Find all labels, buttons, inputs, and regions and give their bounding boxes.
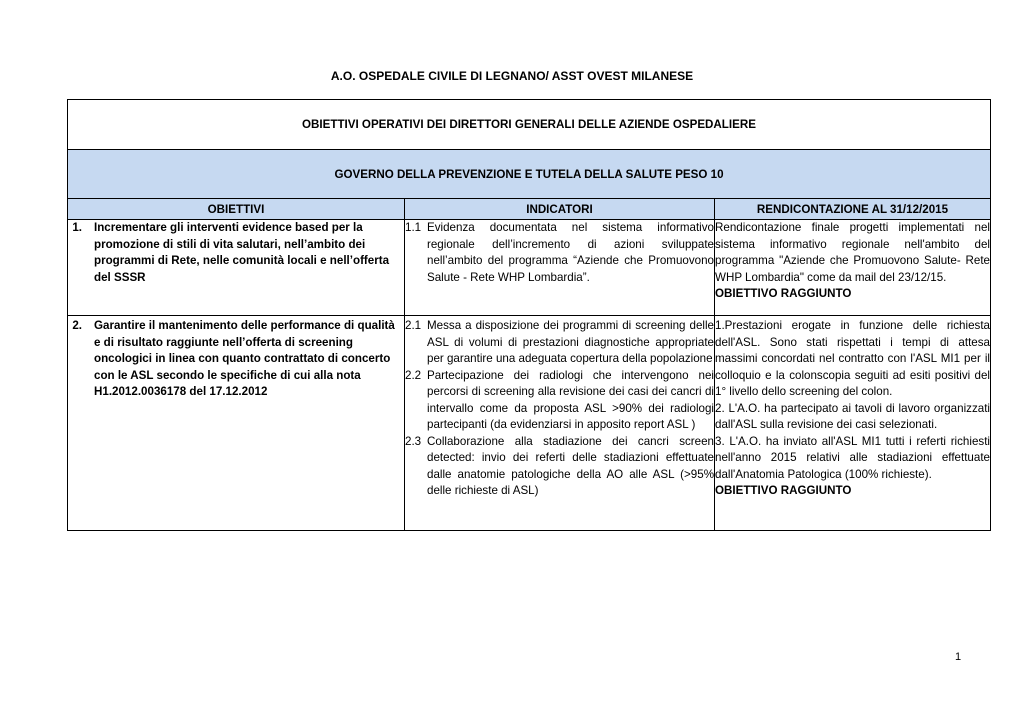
report-status: OBIETTIVO RAGGIUNTO xyxy=(715,287,852,300)
table-title: OBIETTIVI OPERATIVI DEI DIRETTORI GENERALI DELLE AZIENDE OSPEDALIERE xyxy=(68,100,991,150)
table-row xyxy=(68,220,991,316)
objective-text: Garantire il mantenimento delle performance di qualità e di risultato raggiunte nell’offerta di screening oncologici in linea con quanto contrattato di concerto con le ASL secondo le specifiche di cui alla nota H1.2012.0036178 del 17.12.2012 xyxy=(94,319,395,398)
report-text: 3. L'A.O. ha inviato all'ASL MI1 tutti i referti richiesti nell'anno 2015 relativi alle stadiazioni effettuate dall'Anatomia Patologica (100% richieste). xyxy=(715,434,990,481)
objectives-table xyxy=(67,99,991,531)
indicator-item xyxy=(405,318,714,368)
indicator-cell xyxy=(405,220,715,316)
report-status: OBIETTIVO RAGGIUNTO xyxy=(715,484,852,497)
indicator-text: Evidenza documentata nel sistema informativo regionale dell’incremento di azioni sviluppate nell’ambito del programma “Aziende che Promuovono Salute - Rete WHP Lombardia”. xyxy=(427,221,714,284)
report-text: 1.Prestazioni erogate in funzione delle richiesta dell'ASL. Sono stati rispettati i tempi di attesa massimi concordati nel contratto con l'ASL MI1 per il colloquio e la colonscopia seguiti ad esiti positivi del 1° livello dello screening del colon. xyxy=(715,319,990,398)
indicator-item xyxy=(405,220,714,286)
indicator-item xyxy=(405,368,714,434)
column-header-obiettivi: OBIETTIVI xyxy=(68,199,405,220)
report-text: Rendicontazione finale progetti implementati nel sistema informativo regionale nell'ambito del programma "Aziende che Promuovono Salute- Rete WHP Lombardia" come da mail del 23/12/15. xyxy=(715,221,990,284)
indicator-text: Partecipazione dei radiologi che intervengono nei percorsi di screening alla revisione dei casi dei cancri di intervallo come da proposta ASL >90% dei radiologi partecipanti (da evidenziarsi in apposito report ASL ) xyxy=(427,368,714,431)
column-header-indicatori: INDICATORI xyxy=(405,199,715,220)
column-header-rendicontazione: RENDICONTAZIONE AL 31/12/2015 xyxy=(715,199,991,220)
table-row xyxy=(68,316,991,531)
indicator-number: 2.3 xyxy=(405,434,422,448)
page-header: A.O. OSPEDALE CIVILE DI LEGNANO/ ASST OVEST MILANESE xyxy=(330,69,694,83)
objective-number: 1. xyxy=(72,221,82,234)
indicator-text: Messa a disposizione dei programmi di screening delle ASL di volumi di prestazioni diagnostiche appropriate per garantire una adeguata copertura della popolazione xyxy=(427,319,714,365)
report-cell xyxy=(715,220,991,316)
page-number: 1 xyxy=(955,651,962,663)
objective-cell xyxy=(68,220,405,316)
objective-number: 2. xyxy=(72,319,82,332)
report-cell xyxy=(715,316,991,531)
objective-text: Incrementare gli interventi evidence based per la promozione di stili di vita salutari, nell’ambito dei programmi di Rete, nelle comunità locali e nell’offerta del SSSR xyxy=(94,221,390,284)
indicator-item xyxy=(405,434,714,500)
indicator-number: 2.2 xyxy=(405,368,422,382)
indicator-number: 2.1 xyxy=(405,319,422,332)
section-title: GOVERNO DELLA PREVENZIONE E TUTELA DELLA SALUTE PESO 10 xyxy=(68,150,991,199)
report-text: 2. L'A.O. ha partecipato ai tavoli di lavoro organizzati dall'ASL sulla revisione dei casi selezionati. xyxy=(715,401,990,431)
indicator-number: 1.1 xyxy=(405,221,422,234)
objective-cell xyxy=(68,316,405,531)
indicator-text: Collaborazione alla stadiazione dei cancri screen detected: invio dei referti delle stadiazioni effettuate dalle anatomie patologiche della AO alle ASL (>95% delle richieste di ASL) xyxy=(427,434,714,497)
indicator-cell xyxy=(405,316,715,531)
